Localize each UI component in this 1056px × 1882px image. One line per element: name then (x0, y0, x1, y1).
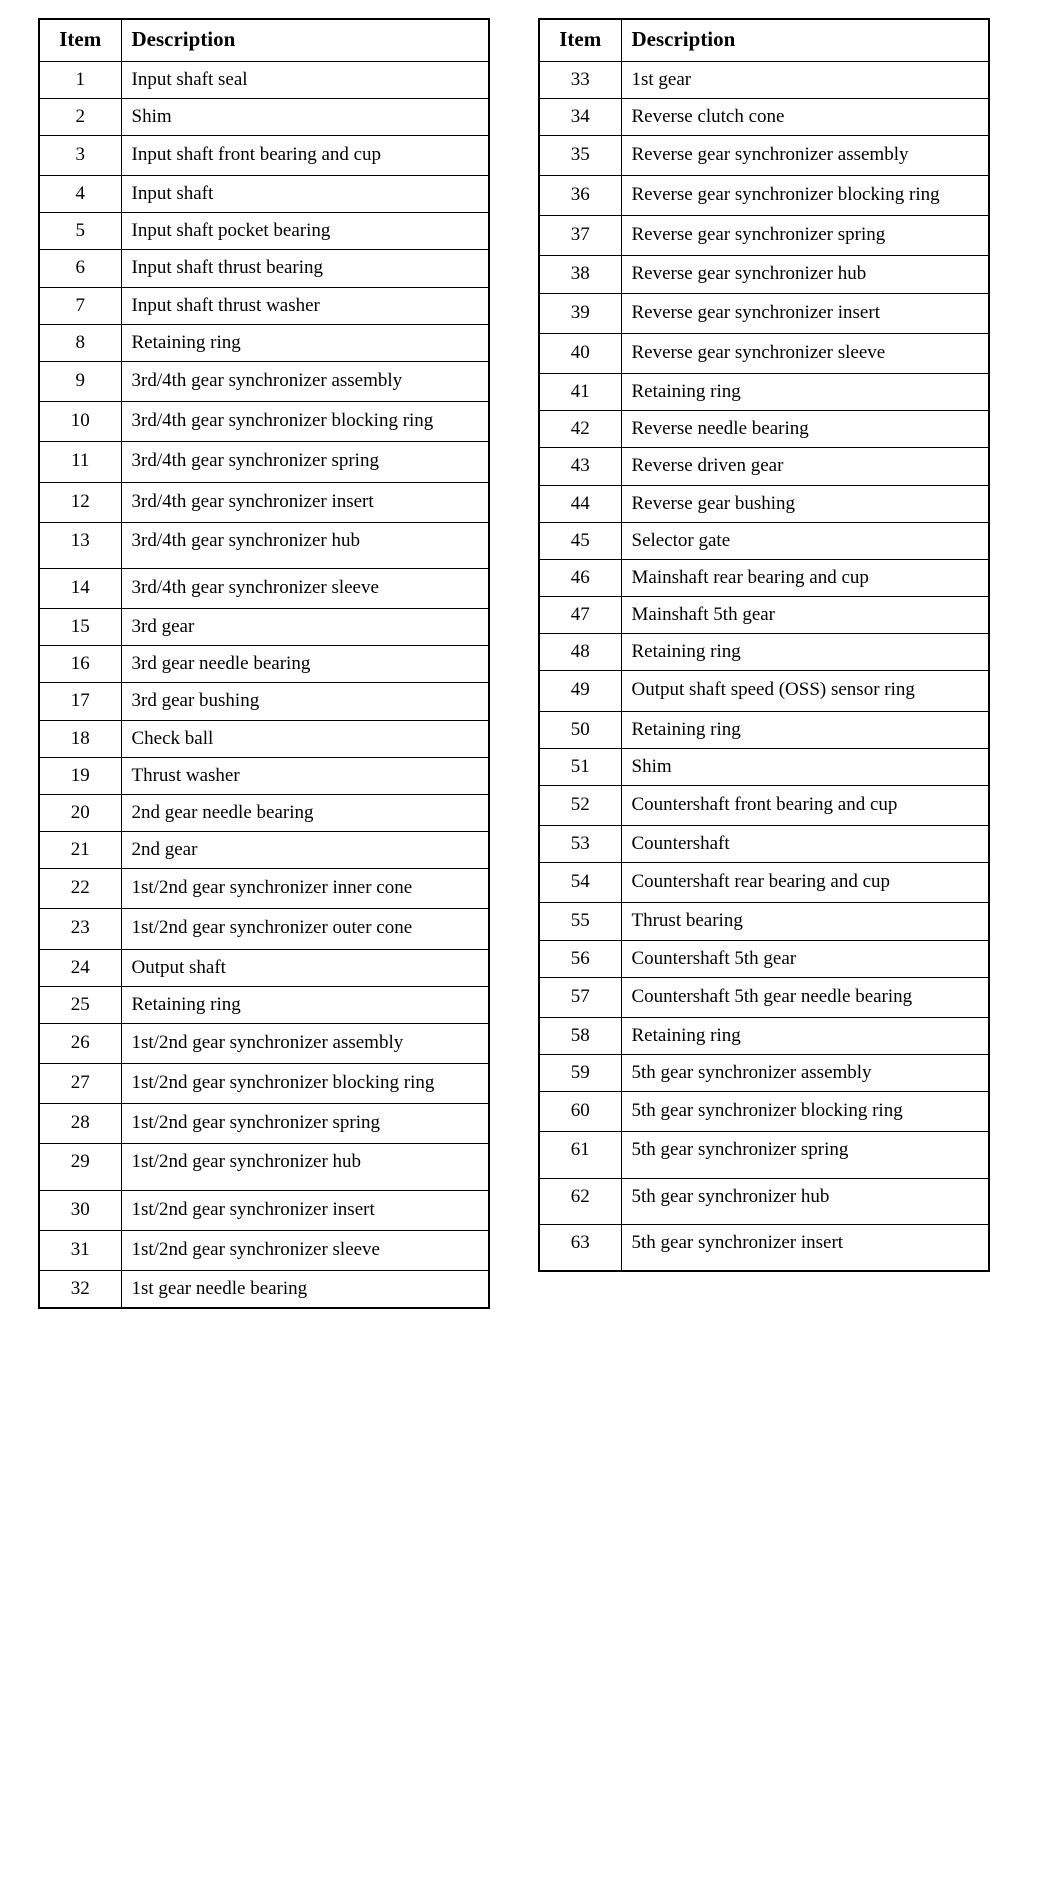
description-cell: Input shaft thrust washer (121, 287, 489, 324)
table-row (39, 250, 489, 287)
description-cell: 3rd/4th gear synchronizer sleeve (121, 568, 489, 608)
description-cell: 3rd/4th gear synchronizer insert (121, 482, 489, 522)
item-number-cell: 5 (39, 213, 121, 250)
item-number-cell: 43 (539, 448, 621, 485)
item-number-cell: 59 (539, 1055, 621, 1092)
item-number-cell: 12 (39, 482, 121, 522)
description-cell: Reverse gear bushing (621, 485, 989, 522)
description-cell: Thrust bearing (621, 903, 989, 940)
description-cell: Input shaft (121, 176, 489, 213)
item-number-cell: 8 (39, 324, 121, 361)
table-row (39, 909, 489, 949)
description-cell: Reverse gear synchronizer spring (621, 216, 989, 256)
item-number-cell: 38 (539, 256, 621, 293)
item-number-cell: 48 (539, 634, 621, 671)
table-row (539, 634, 989, 671)
item-number-cell: 52 (539, 785, 621, 825)
table-row (539, 333, 989, 373)
table-row (39, 869, 489, 909)
table-row (539, 176, 989, 216)
description-cell: 2nd gear needle bearing (121, 794, 489, 831)
description-cell: Countershaft 5th gear needle bearing (621, 977, 989, 1017)
table-row (539, 597, 989, 634)
item-number-cell: 46 (539, 559, 621, 596)
item-number-cell: 6 (39, 250, 121, 287)
table-row (39, 1104, 489, 1144)
table-row (39, 683, 489, 720)
table-row (539, 826, 989, 863)
description-cell: Mainshaft 5th gear (621, 597, 989, 634)
item-number-cell: 40 (539, 333, 621, 373)
table-row (39, 213, 489, 250)
description-cell: Mainshaft rear bearing and cup (621, 559, 989, 596)
description-cell: Reverse gear synchronizer insert (621, 293, 989, 333)
item-number-cell: 3 (39, 135, 121, 175)
item-number-cell: 34 (539, 98, 621, 135)
table-row (39, 1064, 489, 1104)
table-row (539, 1132, 989, 1178)
table-row (539, 448, 989, 485)
table-row (539, 863, 989, 903)
table-row (39, 1270, 489, 1308)
table-row (539, 216, 989, 256)
item-number-cell: 41 (539, 373, 621, 410)
description-cell: 1st/2nd gear synchronizer assembly (121, 1023, 489, 1063)
item-number-cell: 53 (539, 826, 621, 863)
table-row (39, 442, 489, 482)
table-row (539, 977, 989, 1017)
column-header-item: Item (539, 19, 621, 61)
column-header-description: Description (121, 19, 489, 61)
item-number-cell: 18 (39, 720, 121, 757)
item-number-cell: 26 (39, 1023, 121, 1063)
table-row (39, 646, 489, 683)
table-row (539, 411, 989, 448)
item-number-cell: 23 (39, 909, 121, 949)
description-cell: 5th gear synchronizer hub (621, 1178, 989, 1224)
table-row (39, 324, 489, 361)
description-cell: Retaining ring (621, 1017, 989, 1054)
column-header-description: Description (621, 19, 989, 61)
column-header-item: Item (39, 19, 121, 61)
table-row (39, 568, 489, 608)
item-number-cell: 54 (539, 863, 621, 903)
table-row (39, 522, 489, 568)
description-cell: Input shaft seal (121, 61, 489, 98)
item-number-cell: 44 (539, 485, 621, 522)
description-cell: 1st/2nd gear synchronizer hub (121, 1144, 489, 1190)
item-number-cell: 30 (39, 1190, 121, 1230)
table-row (39, 61, 489, 98)
description-cell: 1st gear (621, 61, 989, 98)
item-number-cell: 60 (539, 1092, 621, 1132)
description-cell: 1st/2nd gear synchronizer insert (121, 1190, 489, 1230)
item-number-cell: 2 (39, 98, 121, 135)
item-number-cell: 51 (539, 748, 621, 785)
table-row (39, 1190, 489, 1230)
item-number-cell: 31 (39, 1230, 121, 1270)
description-cell: 3rd gear needle bearing (121, 646, 489, 683)
table-row (39, 287, 489, 324)
table-row (39, 949, 489, 986)
description-cell: 1st/2nd gear synchronizer outer cone (121, 909, 489, 949)
table-header-row (39, 19, 489, 61)
table-row (539, 373, 989, 410)
description-cell: Selector gate (621, 522, 989, 559)
item-number-cell: 45 (539, 522, 621, 559)
item-number-cell: 32 (39, 1270, 121, 1308)
table-row (539, 940, 989, 977)
description-cell: 3rd gear (121, 609, 489, 646)
description-cell: Countershaft 5th gear (621, 940, 989, 977)
table-row (39, 609, 489, 646)
item-number-cell: 4 (39, 176, 121, 213)
table-row (539, 135, 989, 175)
item-number-cell: 49 (539, 671, 621, 711)
table-row (39, 402, 489, 442)
table-row (39, 1144, 489, 1190)
table-row (539, 748, 989, 785)
description-cell: 2nd gear (121, 832, 489, 869)
description-cell: 1st/2nd gear synchronizer spring (121, 1104, 489, 1144)
item-number-cell: 47 (539, 597, 621, 634)
item-number-cell: 9 (39, 361, 121, 401)
table-row (39, 482, 489, 522)
description-cell: Reverse clutch cone (621, 98, 989, 135)
item-number-cell: 13 (39, 522, 121, 568)
table-row (39, 98, 489, 135)
item-number-cell: 28 (39, 1104, 121, 1144)
description-cell: Countershaft front bearing and cup (621, 785, 989, 825)
description-cell: 1st gear needle bearing (121, 1270, 489, 1308)
description-cell: Check ball (121, 720, 489, 757)
description-cell: Reverse needle bearing (621, 411, 989, 448)
item-number-cell: 50 (539, 711, 621, 748)
item-number-cell: 11 (39, 442, 121, 482)
table-row (39, 986, 489, 1023)
item-number-cell: 33 (539, 61, 621, 98)
table-row (539, 1224, 989, 1271)
table-row (39, 757, 489, 794)
table-row (539, 256, 989, 293)
description-cell: Reverse gear synchronizer hub (621, 256, 989, 293)
item-number-cell: 27 (39, 1064, 121, 1104)
item-number-cell: 39 (539, 293, 621, 333)
item-number-cell: 25 (39, 986, 121, 1023)
description-cell: 3rd/4th gear synchronizer spring (121, 442, 489, 482)
item-number-cell: 22 (39, 869, 121, 909)
item-number-cell: 55 (539, 903, 621, 940)
description-cell: Input shaft front bearing and cup (121, 135, 489, 175)
description-cell: Input shaft thrust bearing (121, 250, 489, 287)
item-number-cell: 1 (39, 61, 121, 98)
table-row (539, 671, 989, 711)
table-row (539, 903, 989, 940)
description-cell: Countershaft (621, 826, 989, 863)
description-cell: Retaining ring (621, 373, 989, 410)
description-cell: 5th gear synchronizer insert (621, 1224, 989, 1271)
table-row (39, 176, 489, 213)
table-row (39, 794, 489, 831)
item-number-cell: 37 (539, 216, 621, 256)
item-number-cell: 10 (39, 402, 121, 442)
item-number-cell: 35 (539, 135, 621, 175)
table-row (539, 1017, 989, 1054)
item-number-cell: 21 (39, 832, 121, 869)
description-cell: Shim (121, 98, 489, 135)
item-number-cell: 57 (539, 977, 621, 1017)
table-row (539, 522, 989, 559)
table-row (539, 559, 989, 596)
item-number-cell: 19 (39, 757, 121, 794)
table-row (539, 1178, 989, 1224)
table-row (539, 98, 989, 135)
description-cell: 5th gear synchronizer assembly (621, 1055, 989, 1092)
item-number-cell: 24 (39, 949, 121, 986)
table-row (539, 1092, 989, 1132)
item-number-cell: 61 (539, 1132, 621, 1178)
table-row (539, 485, 989, 522)
description-cell: Output shaft (121, 949, 489, 986)
item-number-cell: 36 (539, 176, 621, 216)
description-cell: Retaining ring (121, 324, 489, 361)
table-header-row (539, 19, 989, 61)
description-cell: 3rd gear bushing (121, 683, 489, 720)
item-number-cell: 42 (539, 411, 621, 448)
table-row (39, 1230, 489, 1270)
description-cell: Retaining ring (621, 634, 989, 671)
item-number-cell: 14 (39, 568, 121, 608)
description-cell: Retaining ring (121, 986, 489, 1023)
description-cell: 5th gear synchronizer blocking ring (621, 1092, 989, 1132)
description-cell: 3rd/4th gear synchronizer hub (121, 522, 489, 568)
table-row (539, 1055, 989, 1092)
table-row (539, 61, 989, 98)
table-row (39, 720, 489, 757)
description-cell: 3rd/4th gear synchronizer blocking ring (121, 402, 489, 442)
right-column-parts-table (538, 18, 990, 1272)
item-number-cell: 17 (39, 683, 121, 720)
table-row (539, 785, 989, 825)
description-cell: 3rd/4th gear synchronizer assembly (121, 361, 489, 401)
description-cell: Retaining ring (621, 711, 989, 748)
left-table-wrapper (38, 18, 488, 1882)
table-row (39, 135, 489, 175)
description-cell: Reverse gear synchronizer assembly (621, 135, 989, 175)
table-row (539, 711, 989, 748)
table-row (39, 832, 489, 869)
description-cell: 1st/2nd gear synchronizer blocking ring (121, 1064, 489, 1104)
item-number-cell: 62 (539, 1178, 621, 1224)
table-row (39, 361, 489, 401)
description-cell: Reverse driven gear (621, 448, 989, 485)
description-cell: 1st/2nd gear synchronizer inner cone (121, 869, 489, 909)
description-cell: Output shaft speed (OSS) sensor ring (621, 671, 989, 711)
item-number-cell: 16 (39, 646, 121, 683)
item-number-cell: 15 (39, 609, 121, 646)
description-cell: 5th gear synchronizer spring (621, 1132, 989, 1178)
description-cell: Countershaft rear bearing and cup (621, 863, 989, 903)
item-number-cell: 56 (539, 940, 621, 977)
description-cell: 1st/2nd gear synchronizer sleeve (121, 1230, 489, 1270)
description-cell: Shim (621, 748, 989, 785)
description-cell: Reverse gear synchronizer sleeve (621, 333, 989, 373)
item-number-cell: 7 (39, 287, 121, 324)
description-cell: Input shaft pocket bearing (121, 213, 489, 250)
table-row (39, 1023, 489, 1063)
description-cell: Thrust washer (121, 757, 489, 794)
right-table-wrapper (538, 18, 988, 1882)
item-number-cell: 63 (539, 1224, 621, 1271)
item-number-cell: 58 (539, 1017, 621, 1054)
table-row (539, 293, 989, 333)
item-number-cell: 29 (39, 1144, 121, 1190)
description-cell: Reverse gear synchronizer blocking ring (621, 176, 989, 216)
left-column-parts-table (38, 18, 490, 1309)
item-number-cell: 20 (39, 794, 121, 831)
